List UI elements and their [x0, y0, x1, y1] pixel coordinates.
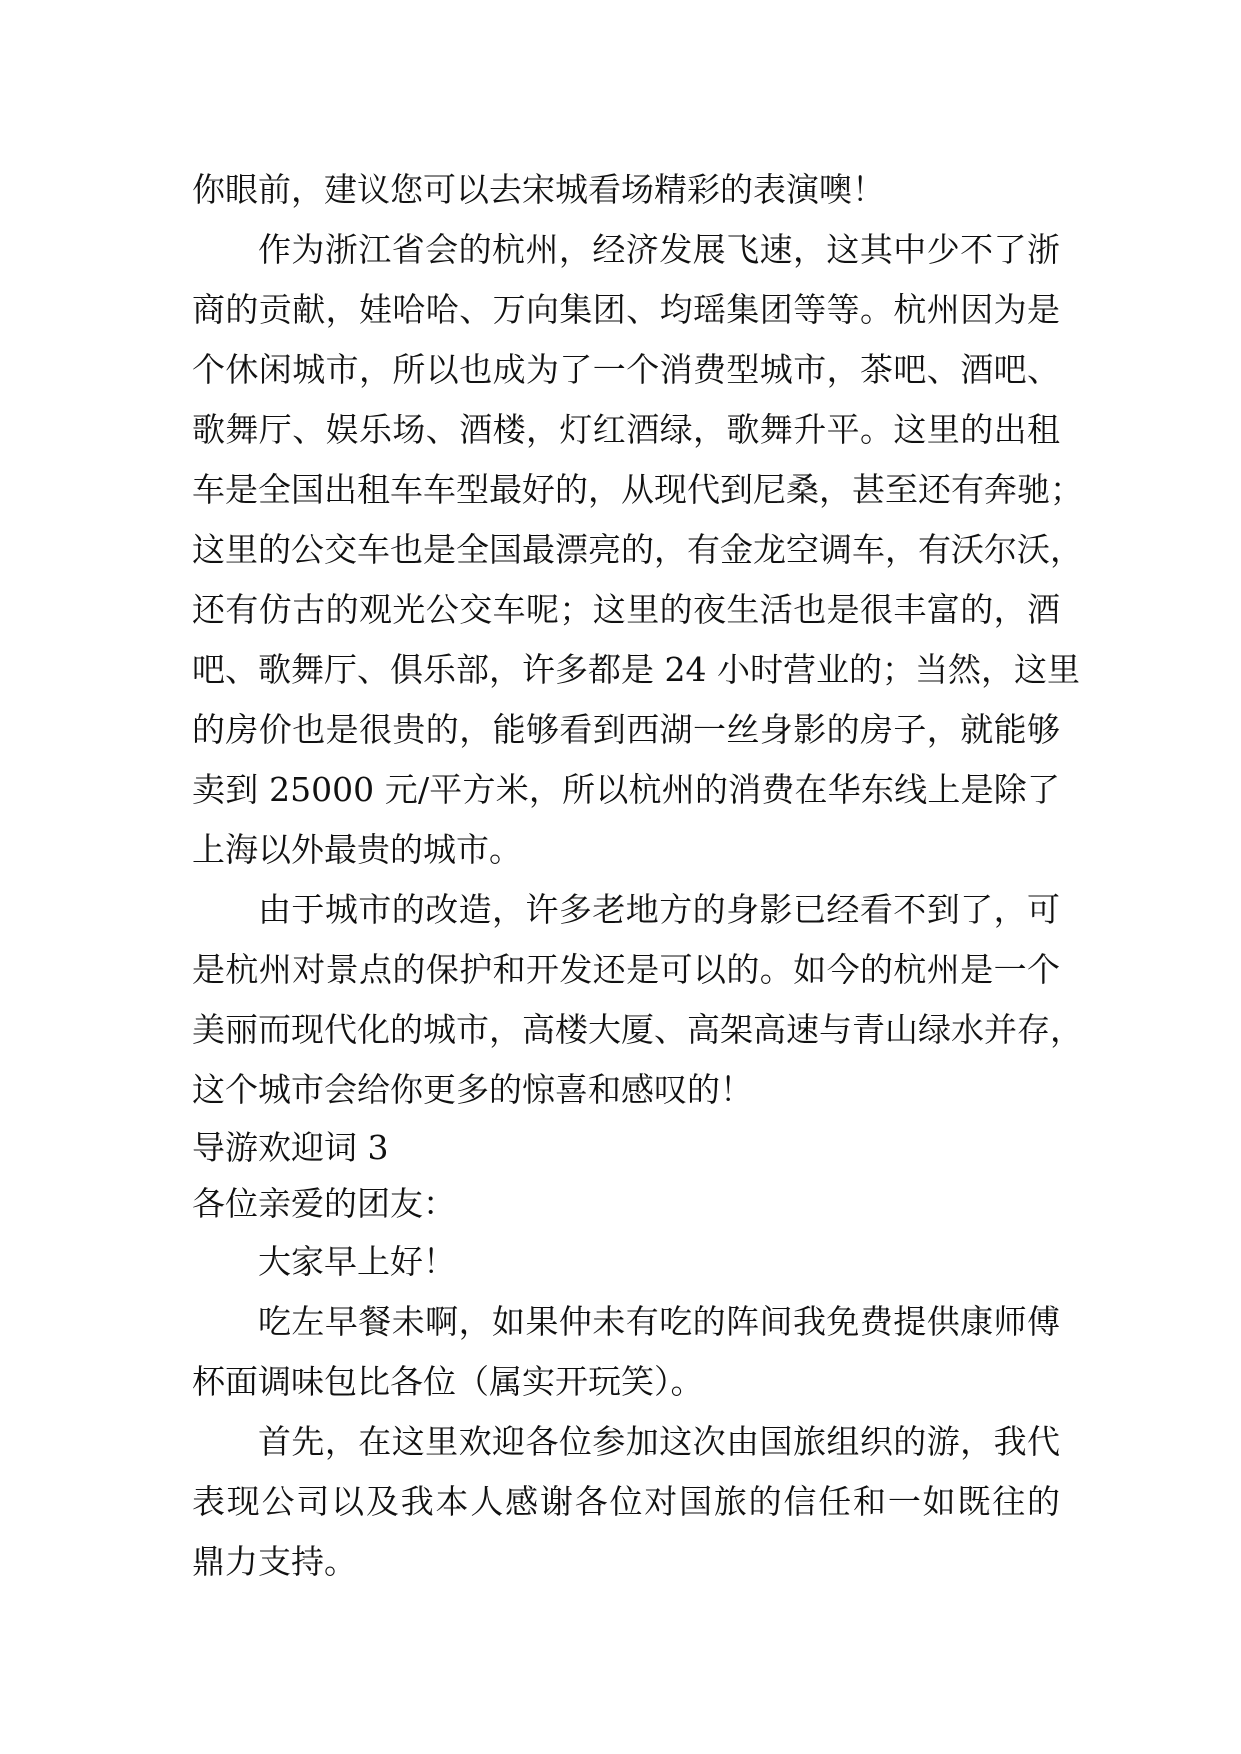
section-heading: 导游欢迎词 3 — [192, 1128, 389, 1167]
paragraph-line: 表现公司以及我本人感谢各位对国旅的信任和一如既往的 — [192, 1482, 1060, 1521]
paragraph-line: 个休闲城市，所以也成为了一个消费型城市，茶吧、酒吧、 — [192, 350, 1060, 389]
paragraph-line: 商的贡献，娃哈哈、万向集团、均瑶集团等等。杭州因为是 — [192, 290, 1060, 329]
paragraph-line: 歌舞厅、娱乐场、酒楼，灯红酒绿，歌舞升平。这里的出租 — [192, 410, 1060, 449]
paragraph-line: 由于城市的改造，许多老地方的身影已经看不到了，可 — [258, 890, 1060, 929]
paragraph-line: 杯面调味包比各位（属实开玩笑）。 — [192, 1362, 704, 1401]
paragraph-line: 鼎力支持。 — [192, 1542, 357, 1581]
paragraph-line: 的房价也是很贵的，能够看到西湖一丝身影的房子，就能够 — [192, 710, 1060, 749]
paragraph-line: 大家早上好！ — [258, 1242, 456, 1281]
paragraph-line: 车是全国出租车车型最好的，从现代到尼桑，甚至还有奔驰； — [192, 470, 1083, 509]
paragraph-line: 上海以外最贵的城市。 — [192, 830, 522, 869]
paragraph-line: 你眼前，建议您可以去宋城看场精彩的表演噢！ — [192, 170, 885, 209]
salutation: 各位亲爱的团友： — [192, 1184, 456, 1223]
paragraph-line: 吧、歌舞厅、俱乐部，许多都是 24 小时营业的；当然，这里 — [192, 650, 1080, 689]
paragraph-line: 卖到 25000 元/平方米，所以杭州的消费在华东线上是除了 — [192, 770, 1060, 809]
paragraph-line: 这个城市会给你更多的惊喜和感叹的！ — [192, 1070, 753, 1109]
paragraph-line: 美丽而现代化的城市，高楼大厦、高架高速与青山绿水并存， — [192, 1010, 1083, 1049]
paragraph-line: 作为浙江省会的杭州，经济发展飞速，这其中少不了浙 — [258, 230, 1060, 269]
document-body — [192, 160, 1083, 1592]
paragraph-line: 这里的公交车也是全国最漂亮的，有金龙空调车，有沃尔沃， — [192, 530, 1083, 569]
paragraph-line: 首先，在这里欢迎各位参加这次由国旅组织的游，我代 — [258, 1422, 1060, 1461]
paragraph-line: 吃左早餐未啊，如果仲未有吃的阵间我免费提供康师傅 — [258, 1302, 1060, 1341]
paragraph-line: 是杭州对景点的保护和开发还是可以的。如今的杭州是一个 — [192, 950, 1060, 989]
paragraph-line: 还有仿古的观光公交车呢；这里的夜生活也是很丰富的，酒 — [192, 590, 1060, 629]
